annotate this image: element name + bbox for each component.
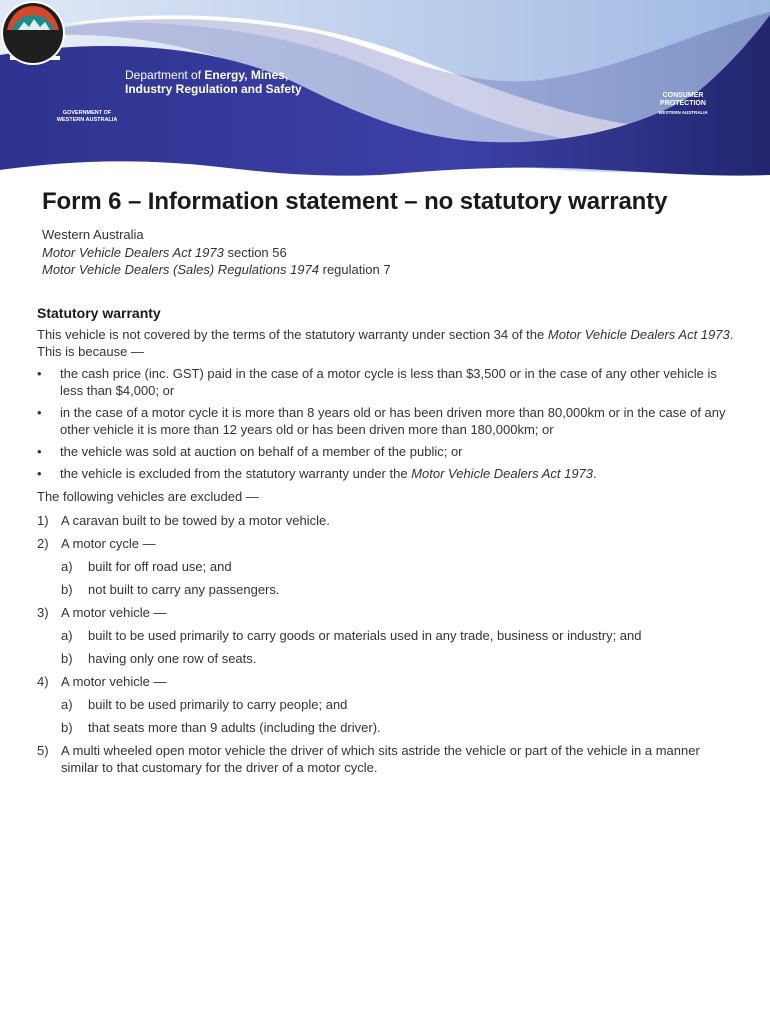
list-item	[37, 742, 737, 776]
act-section: section 56	[223, 244, 287, 260]
department-name	[125, 68, 302, 96]
department-prefix: Department of	[125, 68, 205, 82]
bullet-marker: •	[37, 466, 42, 481]
excluded-intro: The following vehicles are excluded —	[37, 489, 259, 504]
sub-item-letter: a)	[61, 697, 73, 712]
header-banner	[0, 0, 770, 180]
list-item	[37, 535, 737, 598]
sub-item-letter: b)	[61, 582, 73, 597]
reasons-list	[37, 365, 737, 487]
bullet-marker: •	[37, 405, 42, 420]
sub-item-text: built to be used primarily to carry people; and	[88, 697, 348, 712]
sub-list-item	[61, 650, 737, 667]
item-number: 4)	[37, 674, 49, 689]
sub-item-text: built for off road use; and	[88, 559, 232, 574]
cp-line-2: PROTECTION	[660, 100, 706, 107]
bullet-marker: •	[37, 366, 42, 381]
bullet-marker: •	[37, 444, 42, 459]
item-text: A motor vehicle —	[61, 605, 167, 620]
list-item	[37, 443, 737, 460]
sub-item-letter: a)	[61, 628, 73, 643]
sub-item-letter: b)	[61, 720, 73, 735]
sub-list	[61, 627, 737, 667]
list-item-text: in the case of a motor cycle it is more than 8 years old or has been driven more than 80,000km or in the case of any other vehicle it is more than 12 years old or has been driven more than 180,000km; or	[60, 405, 726, 437]
intro-act-name: Motor Vehicle Dealers Act 1973	[547, 327, 730, 342]
intro-paragraph	[37, 326, 737, 360]
sub-item-text: not built to carry any passengers.	[88, 582, 280, 597]
consumer-protection-text	[650, 92, 716, 108]
sub-item-text: that seats more than 9 adults (including the driver).	[88, 720, 381, 735]
sub-list	[61, 558, 737, 598]
list-item	[37, 604, 737, 667]
list-item	[37, 365, 737, 399]
sub-list-item	[61, 719, 737, 736]
sub-item-text: built to be used primarily to carry goods or materials used in any trade, business or industry; and	[88, 628, 642, 643]
item-number: 2)	[37, 536, 49, 551]
regulation-number: regulation 7	[319, 262, 391, 277]
sub-list-item	[61, 581, 737, 598]
list-item-text-after: .	[593, 466, 597, 481]
govt-line-2: WESTERN AUSTRALIA	[56, 116, 118, 123]
intro-text-before: This vehicle is not covered by the terms of the statutory warranty under section 34 of the	[37, 327, 548, 342]
cp-subtext: WESTERN AUSTRALIA	[658, 110, 708, 115]
item-number: 5)	[37, 743, 49, 758]
section-title: Statutory warranty	[37, 305, 161, 321]
jurisdiction: Western Australia	[42, 227, 144, 242]
list-item-text: the cash price (inc. GST) paid in the case of a motor cycle is less than $3,500 or in the case of any other vehicle is less than $4,000; or	[60, 366, 717, 398]
regulation-reference	[42, 261, 391, 279]
sub-list-item	[61, 696, 737, 713]
department-name-bold: Energy, Mines,	[204, 68, 289, 82]
item-text: A motor cycle —	[61, 536, 156, 551]
regulation-name: Motor Vehicle Dealers (Sales) Regulations 1974	[42, 262, 319, 277]
list-item	[37, 512, 737, 529]
sub-item-text: having only one row of seats.	[88, 651, 257, 666]
item-number: 1)	[37, 513, 49, 528]
sub-list-item	[61, 627, 737, 644]
list-item	[37, 673, 737, 736]
item-text: A multi wheeled open motor vehicle the driver of which sits astride the vehicle or part of the vehicle in a manner similar to that customary for the driver of a motor cycle.	[61, 743, 700, 775]
list-item-text-before: the vehicle is excluded from the statutory warranty under the	[60, 466, 412, 481]
consumer-protection-logo-icon	[0, 0, 66, 66]
list-item-text: the vehicle was sold at auction on behalf of a member of the public; or	[60, 444, 463, 459]
legislation-references	[42, 226, 391, 279]
item-text: A motor vehicle —	[61, 674, 167, 689]
sub-list	[61, 696, 737, 736]
cp-line-1: CONSUMER	[662, 92, 704, 99]
intro-text-after: . This is because —	[37, 327, 734, 359]
sub-item-letter: a)	[61, 559, 73, 574]
list-item	[37, 465, 737, 482]
sub-list-item	[61, 558, 737, 575]
header-wave-graphic	[0, 0, 770, 180]
list-item-act-name: Motor Vehicle Dealers Act 1973	[411, 466, 594, 481]
item-text: A caravan built to be towed by a motor vehicle.	[61, 513, 330, 528]
govt-wa-label	[46, 110, 128, 123]
act-reference	[42, 244, 391, 262]
page-title: Form 6 – Information statement – no statutory warranty	[42, 188, 668, 215]
excluded-vehicles-list	[37, 512, 737, 782]
item-number: 3)	[37, 605, 49, 620]
sub-item-letter: b)	[61, 651, 73, 666]
department-line-2: Industry Regulation and Safety	[125, 82, 302, 96]
list-item	[37, 404, 737, 438]
act-name: Motor Vehicle Dealers Act 1973	[42, 244, 224, 260]
govt-line-1: GOVERNMENT OF	[62, 110, 112, 116]
